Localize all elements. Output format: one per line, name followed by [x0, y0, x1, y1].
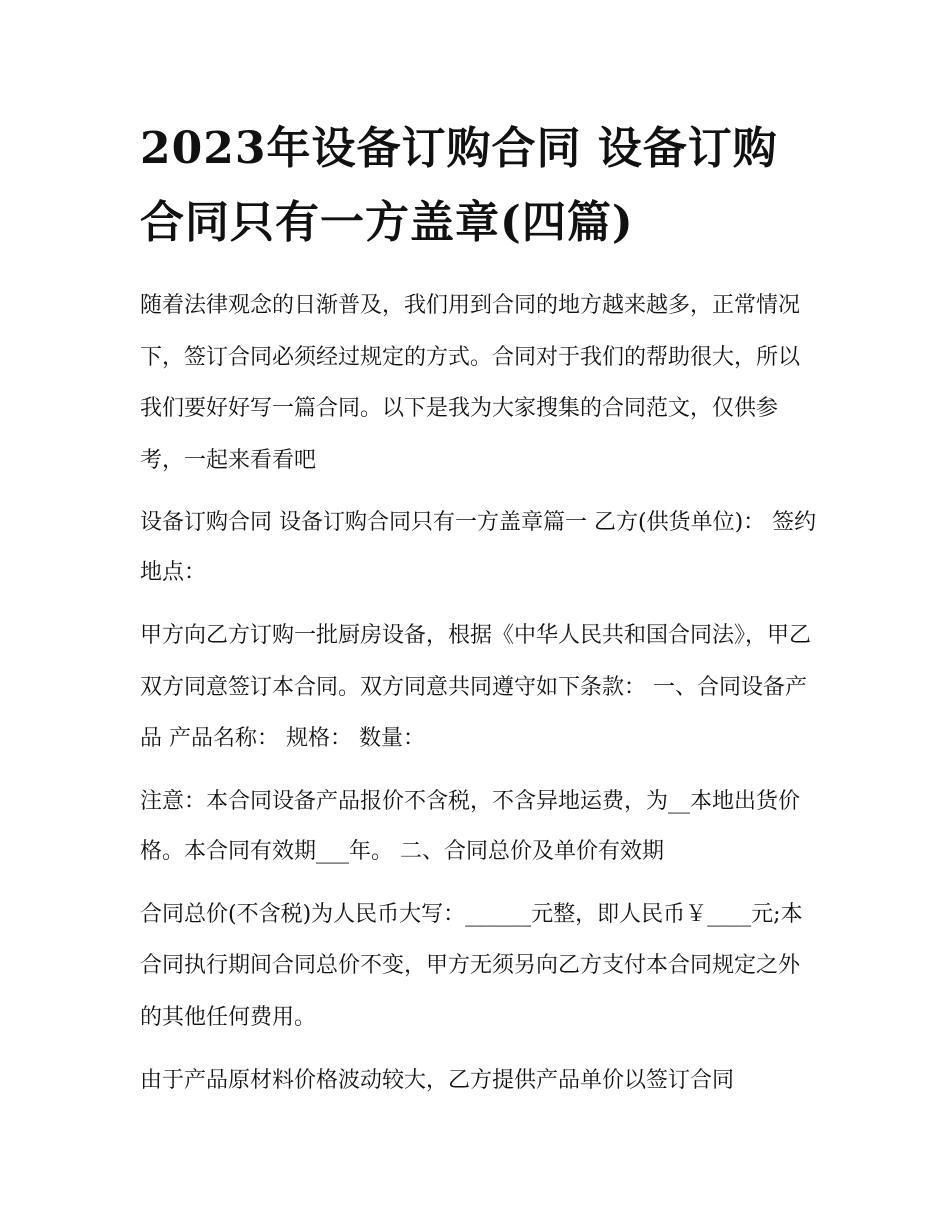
paragraph-total-price: 合同总价(不含税)为人民币大写：______元整，即人民币￥____元;本合同执行期间合同总价不变，甲方无须另向乙方支付本合同规定之外的其他任何费用。	[140, 901, 803, 1030]
document-body	[140, 280, 820, 1119]
paragraph-unit-price: 由于产品原材料价格波动较大，乙方提供产品单价以签订合同	[140, 1068, 735, 1093]
document-title: 2023年设备订购合同 设备订购合同只有一方盖章(四篇)	[140, 123, 778, 248]
paragraph-terms: 甲方向乙方订购一批厨房设备，根据《中华人民共和国合同法》，甲乙双方同意签订本合同。双方同意共同遵守如下条款： 一、合同设备产品 产品名称： 规格： 数量：	[140, 623, 812, 751]
paragraph-section-heading: 设备订购合同 设备订购合同只有一方盖章篇一 乙方(供货单位)： 签约地点：	[140, 510, 817, 585]
paragraph-intro: 随着法律观念的日渐普及，我们用到合同的地方越来越多，正常情况下，签订合同必须经过规定的方式。合同对于我们的帮助很大，所以我们要好好写一篇合同。以下是我为大家搜集的合同范文，仅供参考，一起来看看吧	[140, 293, 801, 473]
paragraph-note: 注意：本合同设备产品报价不含税，不含异地运费，为__本地出货价格。本合同有效期___年。 二、合同总价及单价有效期	[140, 788, 801, 864]
